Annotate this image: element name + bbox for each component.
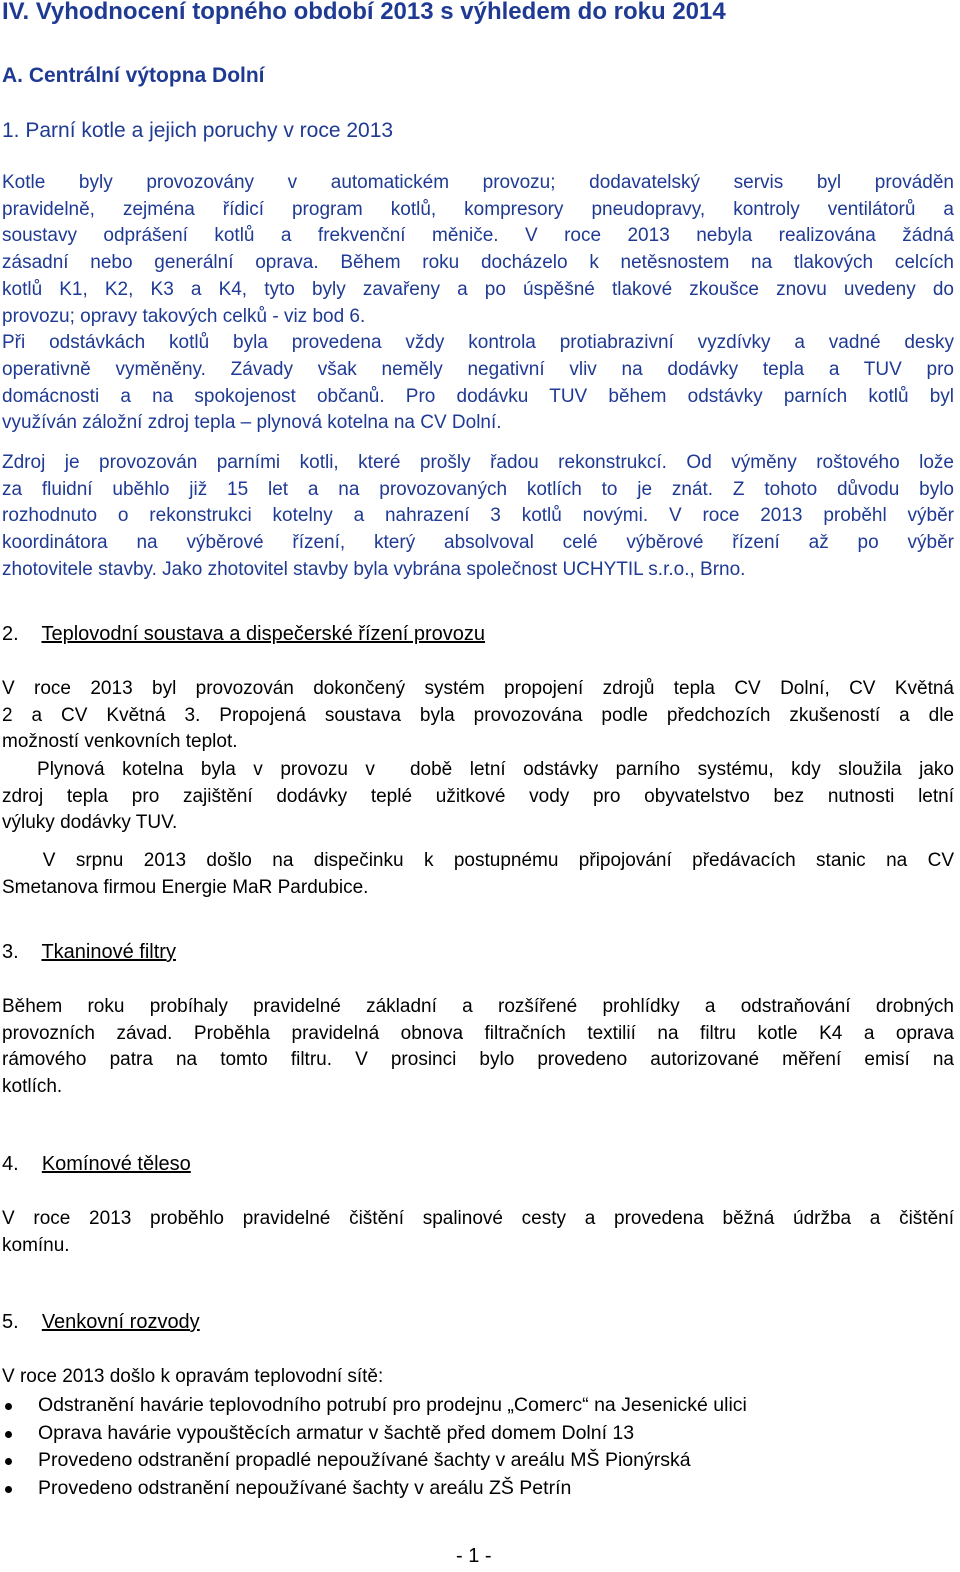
bullet-icon xyxy=(5,1458,12,1465)
section-title: Komínové těleso xyxy=(41,1153,191,1175)
text-line: domácnosti a na spokojenost občanů. Pro dodávku TUV během odstávky parních kotlů byl xyxy=(2,385,954,407)
section-number: 5. xyxy=(2,1311,19,1333)
section1-heading: 1. Parní kotle a jejich poruchy v roce 2013 xyxy=(2,119,394,142)
text-line: Kotle byly provozovány v automatickém provozu; dodavatelský servis byl prováděn xyxy=(2,172,954,193)
section-number: 2. xyxy=(2,623,19,645)
section5-intro xyxy=(2,1364,954,1391)
section5-bullet-list xyxy=(2,1392,952,1502)
document-title: IV. Vyhodnocení topného období 2013 s výhledem do roku 2014 xyxy=(2,0,726,25)
text-line: Zdroj je provozován parními kotli, které prošly řadou rekonstrukcí. Od výměny roštového lože xyxy=(2,452,954,473)
text-line: 2 a CV Květná 3. Propojená soustava byla provozována podle předchozích zkušeností a dle xyxy=(2,704,954,726)
section4-paragraph xyxy=(2,1206,954,1259)
document-subtitle: A. Centrální výtopna Dolní xyxy=(2,64,265,87)
text-line: za fluidní uběhlo již 15 let a na provozovaných kotlích to je znát. Z tohoto důvodu bylo xyxy=(2,478,954,500)
text-line: operativně vyměněny. Závady však neměly negativní vliv na dodávky tepla a TUV pro xyxy=(2,358,954,380)
section2-paragraph-1 xyxy=(2,676,954,756)
section3-heading xyxy=(2,941,176,964)
section2-paragraph-2 xyxy=(2,757,954,837)
text-line: komínu. xyxy=(2,1234,70,1256)
text-line: V roce 2013 došlo k opravám teplovodní sítě: xyxy=(2,1366,384,1387)
list-item-text: Oprava havárie vypouštěcích armatur v šachtě před domem Dolní 13 xyxy=(38,1421,635,1444)
list-item-text: Odstranění havárie teplovodního potrubí pro prodejnu „Comerc“ na Jesenické ulici xyxy=(38,1394,747,1416)
list-item-text: Provedeno odstranění nepoužívané šachty v areálu ZŠ Petrín xyxy=(38,1476,572,1499)
bullet-icon xyxy=(5,1431,12,1438)
text-line: Během roku probíhaly pravidelné základní a rozšířené prohlídky a odstraňování drobných xyxy=(2,996,954,1017)
text-line: provozu; opravy takových celků - viz bod 6. xyxy=(2,305,366,327)
page-number: - 1 - xyxy=(456,1545,492,1567)
section2-heading xyxy=(2,623,485,646)
bullet-icon xyxy=(5,1403,12,1410)
text-line: V roce 2013 byl provozován dokončený systém propojení zdrojů tepla CV Dolní, CV Květná xyxy=(2,678,954,699)
section-title: Venkovní rozvody xyxy=(41,1311,200,1333)
list-item xyxy=(2,1420,952,1448)
section-title: Teplovodní soustava a dispečerské řízení provozu xyxy=(41,623,486,645)
section-title: Tkaninové filtry xyxy=(41,941,176,963)
text-line: využíván záložní zdroj tepla – plynová kotelna na CV Dolní. xyxy=(2,412,502,434)
text-line: možností venkovních teplot. xyxy=(2,731,238,753)
section2-paragraph-3 xyxy=(2,848,954,901)
text-line: soustavy odprášení kotlů a frekvenční měniče. V roce 2013 nebyla realizována žádná xyxy=(2,225,954,247)
text-line: pravidelně, zejména řídicí program kotlů, kompresory pneudopravy, kontroly ventilátorů a xyxy=(2,198,954,220)
section-number: 3. xyxy=(2,941,19,963)
text-line: zásadní nebo generální oprava. Během roku docházelo k netěsnostem na tlakových celcích xyxy=(2,252,954,274)
section3-paragraph xyxy=(2,994,954,1101)
text-line: kotlích. xyxy=(2,1076,63,1098)
text-line: V srpnu 2013 došlo na dispečinku k postupnému připojování předávacích stanic na CV xyxy=(2,850,954,871)
bullet-icon xyxy=(5,1486,12,1493)
section-number: 4. xyxy=(2,1153,19,1175)
text-line: výluky dodávky TUV. xyxy=(2,812,178,834)
text-line: Smetanova firmou Energie MaR Pardubice. xyxy=(2,876,369,898)
section4-heading xyxy=(2,1153,191,1176)
text-line: Při odstávkách kotlů byla provedena vždy kontrola protiabrazivní vyzdívky a vadné desky xyxy=(2,332,954,354)
list-item-text: Provedeno odstranění propadlé nepoužívané šachty v areálu MŠ Pionýrská xyxy=(38,1449,691,1471)
section5-heading xyxy=(2,1311,200,1334)
text-line: kotlů K1, K2, K3 a K4, tyto byly zavařeny a po úspěšné tlakové zkoušce znovu uvedeny do xyxy=(2,278,954,300)
list-item xyxy=(2,1475,952,1503)
text-line: provozních závad. Proběhla pravidelná obnova filtračních textilií na filtru kotle K4 a oprava xyxy=(2,1022,954,1044)
text-line: zhotovitele stavby. Jako zhotovitel stavby byla vybrána společnost UCHYTIL s.r.o., Brno. xyxy=(2,558,746,580)
text-line: koordinátora na výběrové řízení, který absolvoval celé výběrové řízení až po výběr xyxy=(2,532,954,554)
text-line: V roce 2013 proběhlo pravidelné čištění spalinové cesty a provedena běžná údržba a čištění xyxy=(2,1208,954,1229)
section1-paragraph-2 xyxy=(2,450,954,584)
list-item xyxy=(2,1447,952,1475)
text-line: zdroj tepla pro zajištění dodávky teplé užitkové vody pro obyvatelstvo bez nutnosti letní xyxy=(2,785,954,807)
text-line: Plynová kotelna byla v provozu v době letní odstávky parního systému, kdy sloužila jako xyxy=(2,759,954,780)
list-item xyxy=(2,1392,952,1420)
section1-paragraph xyxy=(2,170,954,437)
text-line: rámového patra na tomto filtru. V prosinci bylo provedeno autorizované měření emisí na xyxy=(2,1049,954,1071)
text-line: rozhodnuto o rekonstrukci kotelny a nahrazení 3 kotlů novými. V roce 2013 proběhl výběr xyxy=(2,505,954,527)
